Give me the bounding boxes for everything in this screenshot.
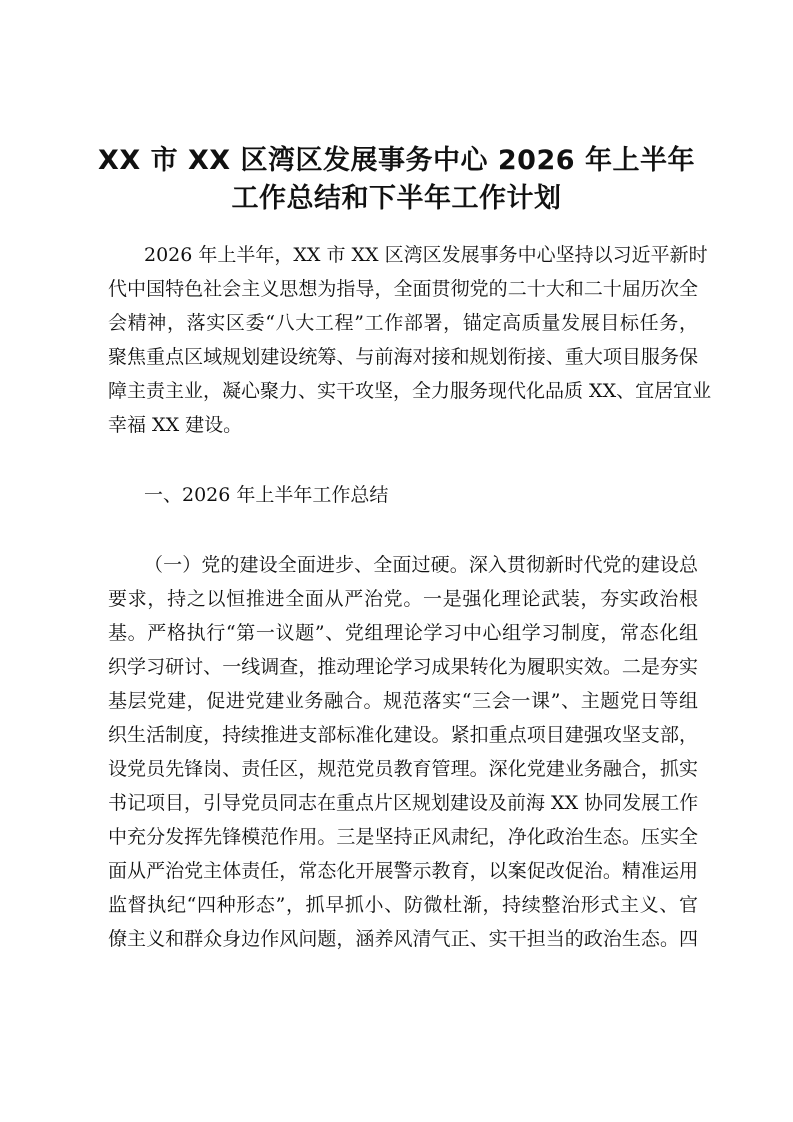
paragraph-1-line: 2026 年上半年，XX 市 XX 区湾区发展事务中心坚持以习近平新时 [144, 244, 708, 266]
paragraph-2-line: 织生活制度，持续推进支部标准化建设。紧扣重点项目建强攻坚支部， [108, 724, 698, 746]
paragraph-2-line: 要求，持之以恒推进全面从严治党。一是强化理论武装，夯实政治根 [108, 588, 698, 610]
paragraph-1-line: 聚焦重点区域规划建设统筹、与前海对接和规划衔接、重大项目服务保 [108, 346, 698, 368]
paragraph-1-line: 障主责主业，凝心聚力、实干攻坚，全力服务现代化品质 XX、宜居宜业 [108, 380, 712, 402]
paragraph-1-line: 会精神，落实区委“八大工程”工作部署，锚定高质量发展目标任务， [108, 312, 698, 334]
paragraph-2-line: 面从严治党主体责任，常态化开展警示教育，以案促改促治。精准运用 [108, 860, 698, 882]
paragraph-2-line: 监督执纪“四种形态”，抓早抓小、防微杜渐，持续整治形式主义、官 [108, 894, 698, 916]
paragraph-2-line: （一）党的建设全面进步、全面过硬。深入贯彻新时代党的建设总 [144, 554, 698, 576]
document-title-line-1: XX 市 XX 区湾区发展事务中心 2026 年上半年 [98, 145, 695, 176]
paragraph-2-line: 基。严格执行“第一议题”、党组理论学习中心组学习制度，常态化组 [108, 622, 698, 644]
paragraph-2-line: 书记项目，引导党员同志在重点片区规划建设及前海 XX 协同发展工作 [108, 792, 699, 814]
paragraph-2-line: 中充分发挥先锋模范作用。三是坚持正风肃纪，净化政治生态。压实全 [108, 826, 698, 848]
section-heading: 一、2026 年上半年工作总结 [144, 484, 389, 506]
paragraph-2-line: 僚主义和群众身边作风问题，涵养风清气正、实干担当的政治生态。四 [108, 928, 698, 950]
paragraph-2-line: 织学习研讨、一线调查，推动理论学习成果转化为履职实效。二是夯实 [108, 656, 698, 678]
paragraph-2-line: 设党员先锋岗、责任区，规范党员教育管理。深化党建业务融合，抓实 [108, 758, 698, 780]
paragraph-2-line: 基层党建，促进党建业务融合。规范落实“三会一课”、主题党日等组 [108, 690, 698, 712]
document-title-line-2: 工作总结和下半年工作计划 [231, 183, 562, 214]
paragraph-1-line: 代中国特色社会主义思想为指导，全面贯彻党的二十大和二十届历次全 [108, 278, 698, 300]
paragraph-1-line: 幸福 XX 建设。 [108, 414, 243, 436]
